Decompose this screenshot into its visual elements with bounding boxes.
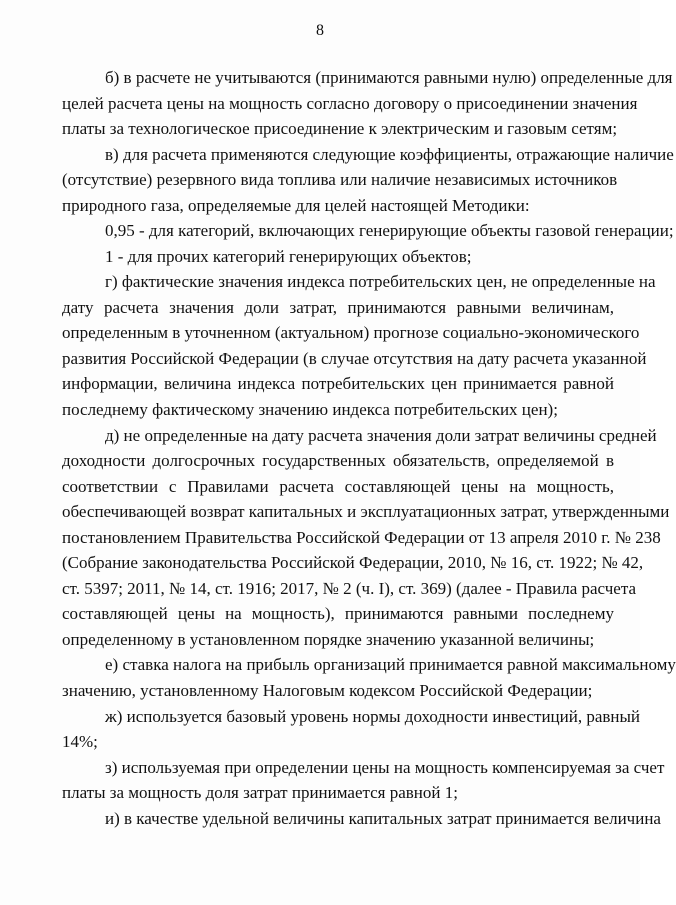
text-line: доходности долгосрочных государственных обязательств, определяемой в xyxy=(62,451,614,470)
text-line: ст. 5397; 2011, № 14, ст. 1916; 2017, № 2 (ч. I), ст. 369) (далее - Правила расчета xyxy=(62,579,637,598)
text-line: составляющей цены на мощность), принимаются равными последнему xyxy=(62,604,614,623)
text-line: б) в расчете не учитываются (принимаются равными нулю) определенные для xyxy=(105,68,673,87)
text-line: постановлением Правительства Российской Федерации от 13 апреля 2010 г. № 238 xyxy=(62,528,661,547)
text-line: (отсутствие) резервного вида топлива или наличие независимых источников xyxy=(62,170,618,189)
text-line: природного газа, определяемые для целей настоящей Методики: xyxy=(62,196,530,215)
text-line: ж) используется базовый уровень нормы доходности инвестиций, равный xyxy=(105,707,641,726)
text-line: и) в качестве удельной величины капитальных затрат принимается величина xyxy=(105,809,661,828)
text-line: дату расчета значения доли затрат, принимаются равными величинам, xyxy=(62,298,614,317)
text-line: 14%; xyxy=(62,732,98,751)
text-line: соответствии с Правилами расчета составляющей цены на мощность, xyxy=(62,477,614,496)
text-line: (Собрание законодательства Российской Федерации, 2010, № 16, ст. 1922; № 42, xyxy=(62,553,644,572)
text-line: определенному в установленном порядке значению указанной величины; xyxy=(62,630,595,649)
text-line: д) не определенные на дату расчета значения доли затрат величины средней xyxy=(105,426,657,445)
text-line: г) фактические значения индекса потребительских цен, не определенные на xyxy=(105,272,656,291)
text-line: з) используемая при определении цены на мощность компенсируемая за счет xyxy=(105,758,665,777)
text-line: целей расчета цены на мощность согласно договору о присоединении значения xyxy=(62,94,638,113)
text-line: е) ставка налога на прибыль организаций принимается равной максимальному xyxy=(105,655,676,674)
text-line: последнему фактическому значению индекса потребительских цен); xyxy=(62,400,558,419)
text-line: развития Российской Федерации (в случае отсутствия на дату расчета указанной xyxy=(62,349,647,368)
text-line: информации, величина индекса потребительских цен принимается равной xyxy=(62,374,614,393)
text-line: значению, установленному Налоговым кодексом Российской Федерации; xyxy=(62,681,593,700)
text-line: 0,95 - для категорий, включающих генерирующие объекты газовой генерации; xyxy=(105,221,674,240)
page-number: 8 xyxy=(316,22,324,39)
text-line: определенным в уточненном (актуальном) прогнозе социально-экономического xyxy=(62,323,640,342)
text-line: платы за мощность доля затрат принимается равной 1; xyxy=(62,783,458,802)
text-line: в) для расчета применяются следующие коэффициенты, отражающие наличие xyxy=(105,145,674,164)
text-line: платы за технологическое присоединение к электрическим и газовым сетям; xyxy=(62,119,618,138)
text-line: обеспечивающей возврат капитальных и эксплуатационных затрат, утвержденными xyxy=(62,502,670,521)
text-line: 1 - для прочих категорий генерирующих объектов; xyxy=(105,247,472,266)
